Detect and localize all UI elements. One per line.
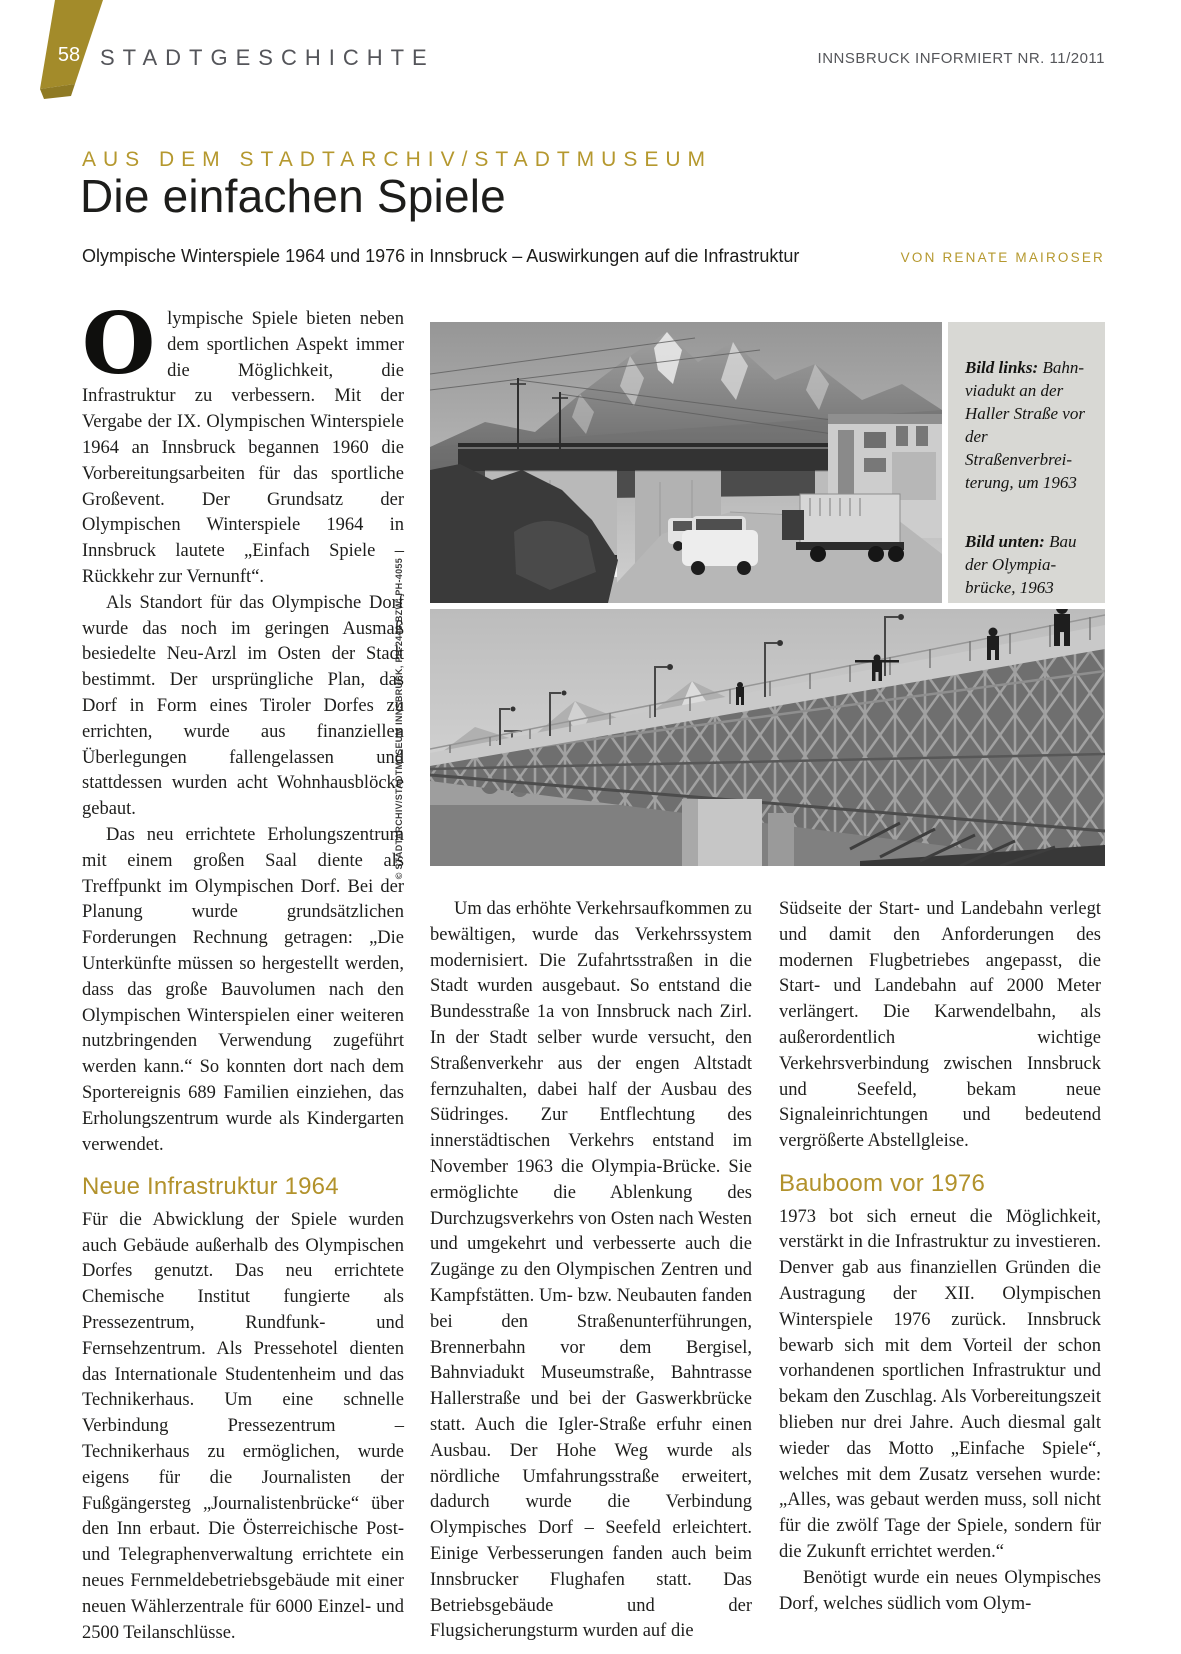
body-paragraph: Als Standort für das Olympische Dorf wurde das noch im geringen Ausmaß besiedelte Neu-Arzl im Osten der Stadt bestimmt. Der ursprüngliche Plan, das Dorf in Form eines Tiroler Dorfes zu errichten, wurde aus finanziellen Überlegungen fallengelassen und stattdessen wurden acht Wohnhausblöcke gebaut.	[82, 592, 404, 820]
section-title: STADTGESCHICHTE	[100, 45, 435, 70]
caption-left-label: Bild links:	[965, 358, 1039, 377]
paragraph-text: lympische Spiele bieten neben dem sportlichen Aspekt immer die Möglichkeit, die Infrastruktur zu verbessern. Mit der Vergabe der IX. Olympischen Winterspiele 1964 an Innsbruck begannen 1960 die Vorbereitungsarbeiten für das sportliche Großevent. Der Grundsatz der Olympischen Winterspiele 1964 in Innsbruck lautete „Einfach Spiele – Rückkehr zur Vernunft“.	[82, 309, 404, 587]
text-column-1	[82, 294, 404, 1646]
caption-left-text: Bahnviadukt an der Haller Straße vor der Straßenverbreiterung, um 1963	[965, 358, 1085, 492]
text-column-3	[779, 897, 1101, 1617]
body-paragraph: Um das erhöhte Verkehrsaufkommen zu bewältigen, wurde das Verkehrssystem modernisiert. Die Zufahrtsstraßen in die Stadt wurden ausgebaut. So entstand die Bundesstraße 1a von Innsbruck nach Zirl. In der Stadt selber wurde versucht, den Straßenverkehr aus der engen Altstadt fernzuhalten, dabei half der Ausbau des Südringes. Zur Entflechtung des innerstädtischen Verkehrs entstand im November 1963 die Olympia-Brücke. Sie ermöglichte die Ablenkung des Durchzugsverkehrs von Osten nach Westen und umgekehrt und verbesserte auch die Zugänge zu den Olympischen Zentren und Kampfstätten. Um- bzw. Neubauten fanden bei den Straßenunterführungen, Brennerbahn vor dem Bergisel, Bahnviadukt Museumstraße, Bahntrasse Hallerstraße und bei der Gaswerkbrücke statt. Auch die Igler-Straße erfuhr einen Ausbau. Der Hohe Weg wurde als nördliche Umfahrungsstraße erweitert, dadurch wurde die Verbindung Olympisches Dorf – Seefeld erleichtert. Einige Verbesserungen fanden auch beim Innsbrucker Flughafen statt. Das Betriebsgebäude und der Flugsicherungsturm wurden auf die	[430, 899, 752, 1642]
drop-cap: O	[82, 294, 156, 393]
caption-bottom-label: Bild unten:	[965, 532, 1045, 551]
byline: VON RENATE MAIROSER	[900, 250, 1105, 265]
issue-info: INNSBRUCK INFORMIERT NR. 11/2011	[817, 50, 1105, 67]
subheading-bauboom-vor-1976: Bauboom vor 1976	[779, 1169, 986, 1197]
article-subtitle: Olympische Winterspiele 1964 und 1976 in Innsbruck – Auswirkungen auf die Infrastruktur	[82, 246, 800, 266]
article-title: Die einfachen Spiele	[80, 170, 506, 222]
text-column-2	[430, 897, 752, 1645]
photo-credit: © STADTARCHIV/STADTMUSEUM INNSBRUCK, PH-2440 BZW. PH-4055	[394, 558, 404, 880]
body-paragraph: 1973 bot sich erneut die Möglichkeit, verstärkt in die Infrastruktur zu investieren. Denver gab aus finanziellen Gründen die Austragung der XII. Olympischen Winterspiele 1976 zurück. Innsbruck bewarb sich mit dem Vorteil der schon vorhandenen sportlichen Infrastruktur und bekam den Zuschlag. Als Vorbereitungszeit blieben nur drei Jahre. Auch diesmal galt wieder das Motto „Einfache Spiele“, welches mit dem Zusatz versehen wurde: „Alles, was gebaut werden muss, soll nicht für die zwölf Tage der Spiele, sondern für die Zukunft errichtet werden.“	[779, 1206, 1101, 1562]
body-paragraph: Südseite der Start- und Landebahn verlegt und damit den Anforderungen des modernen Flugbetriebes angepasst, die Start- und Landebahn auf 2000 Meter verlängert. Die Karwendelbahn, als außerordentlich wichtige Verkehrsverbindung zwischen Innsbruck und Seefeld, bekam neue Signaleinrichtungen und bedeutend vergrößerte Abstellgleise.	[779, 899, 1101, 1152]
caption-image-left	[965, 356, 1091, 494]
caption-bottom-text: Bau der Olympiabrücke, 1963	[965, 532, 1077, 597]
page-number: 58	[57, 44, 81, 66]
body-paragraph: Benötigt wurde ein neues Olympisches Dorf, welches südlich vom Olym-	[779, 1567, 1101, 1614]
subheading-neue-infrastruktur-1964: Neue Infrastruktur 1964	[82, 1173, 339, 1201]
caption-image-bottom	[965, 530, 1091, 599]
photo-haller-strasse-viaduct	[430, 322, 942, 603]
body-paragraph: Das neu errichtete Erholungszentrum mit einem großen Saal diente als Treffpunkt im Olympischen Dorf. Bei der Planung wurde grundsätzlichen Forderungen Rechnung getragen: „Die Unterkünfte müssen so hergestellt werden, dass das große Bauvolumen nach den Olympischen Winterspielen einer weiteren nutzbringenden Verwendung zugeführt werden kann.“ So konnten dort nach dem Sportereignis 689 Familien einziehen, das Erholungszentrum wurde als Kindergarten verwendet.	[82, 824, 404, 1155]
kicker: AUS DEM STADTARCHIV/STADTMUSEUM	[82, 148, 713, 171]
caption-box	[948, 322, 1105, 603]
photo-olympiabruecke-construction	[430, 609, 1105, 866]
body-paragraph	[82, 294, 404, 591]
body-paragraph: Für die Abwicklung der Spiele wurden auch Gebäude außerhalb des Olympischen Dorfes genutzt. Das neu errichtete Chemische Institut fungierte als Pressezentrum, Rundfunk- und Fernsehzentrum. Als Pressehotel dienten das Internationale Studentenheim und das Technikerhaus. Um eine schnelle Verbindung Pressezentrum – Technikerhaus zu ermöglichen, wurde eigens für die Journalisten der Fußgängersteg „Journalistenbrücke“ über den Inn erbaut. Die Österreichische Post- und Telegraphenverwaltung errichtete ein neues Fernmeldebetriebsgebäude mit einer neuen Wählerzentrale für 6000 Einzel- und 2500 Teilanschlüsse.	[82, 1209, 404, 1643]
